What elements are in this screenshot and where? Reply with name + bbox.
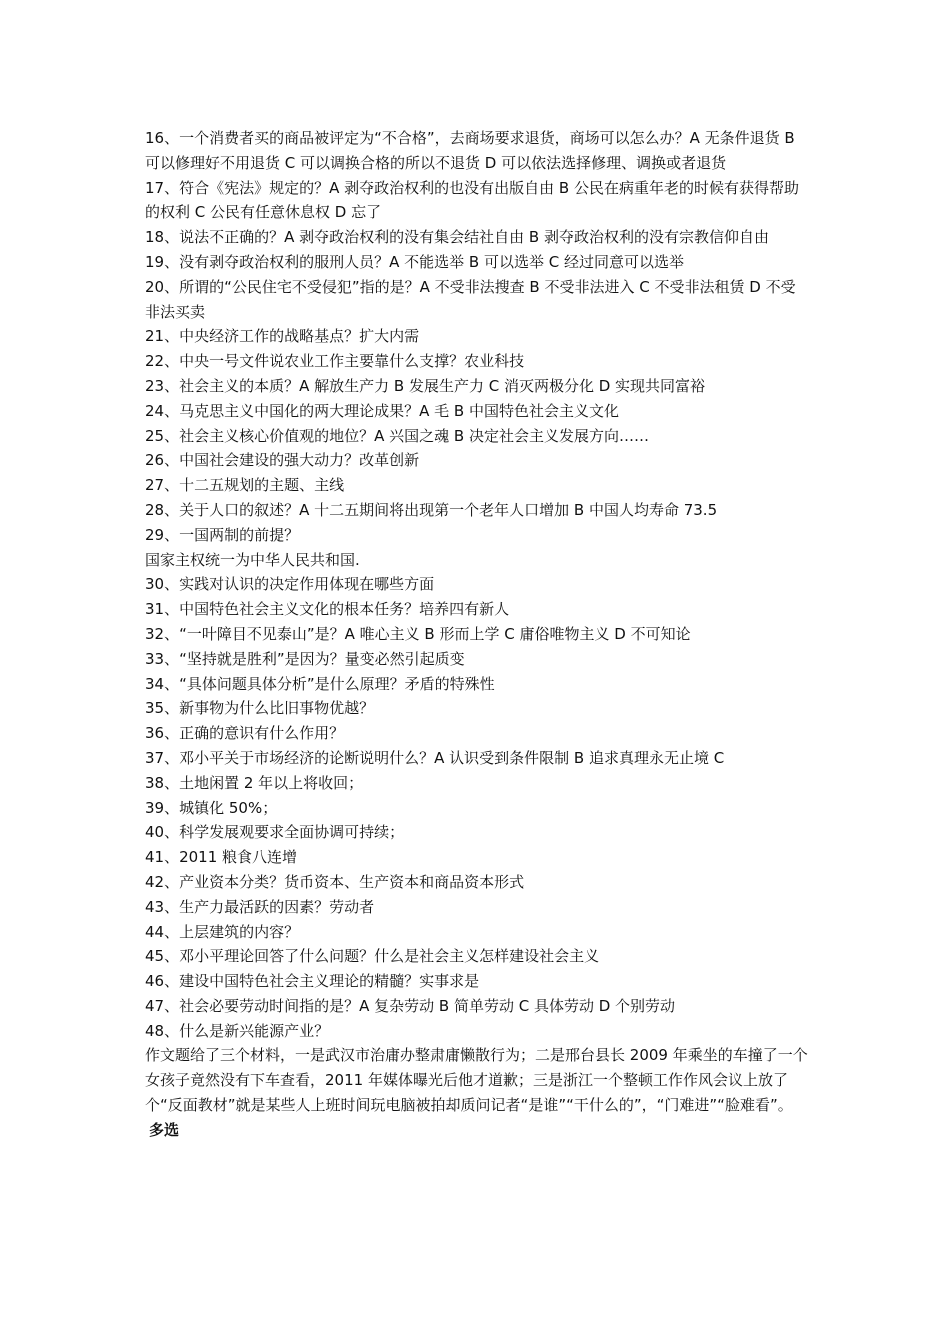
question-31: 31、中国特色社会主义文化的根本任务？培养四有新人 [145, 600, 510, 619]
question-19: 19、没有剥夺政治权利的服刑人员？A 不能选举 B 可以选举 C 经过同意可以选举 [145, 252, 684, 271]
question-43: 43、生产力最活跃的因素？劳动者 [145, 897, 375, 916]
question-34: 34、“具体问题具体分析”是什么原理？矛盾的特殊性 [145, 674, 495, 693]
question-22: 22、中央一号文件说农业工作主要靠什么支撑？农业科技 [145, 352, 525, 371]
question-list [145, 126, 810, 1118]
question-45: 45、邓小平理论回答了什么问题？什么是社会主义怎样建设社会主义 [145, 947, 600, 966]
question-47: 47、社会必要劳动时间指的是？A 复杂劳动 B 简单劳动 C 具体劳动 D 个别劳动 [145, 996, 676, 1015]
question-21: 21、中央经济工作的战略基点？扩大内需 [145, 327, 420, 346]
question-33: 33、“坚持就是胜利”是因为？量变必然引起质变 [145, 649, 465, 668]
question-23: 23、社会主义的本质？A 解放生产力 B 发展生产力 C 消灭两极分化 D 实现共同富裕 [145, 376, 706, 395]
question-18: 18、说法不正确的？A 剥夺政治权利的没有集会结社自由 B 剥夺政治权利的没有宗教信仰自由 [145, 228, 769, 247]
question-46: 46、建设中国特色社会主义理论的精髓？实事求是 [145, 972, 480, 991]
question-27: 27、十二五规划的主题、主线 [145, 476, 345, 495]
question-26: 26、中国社会建设的强大动力？改革创新 [145, 451, 420, 470]
question-44: 44、上层建筑的内容？ [145, 922, 300, 941]
question-37: 37、邓小平关于市场经济的论断说明什么？A 认识受到条件限制 B 追求真理永无止境 C [145, 748, 725, 767]
question-25: 25、社会主义核心价值观的地位？A 兴国之魂 B 决定社会主义发展方向…… [145, 426, 649, 445]
answer-29: 国家主权统一为中华人民共和国. [145, 550, 360, 569]
question-30: 30、实践对认识的决定作用体现在哪些方面 [145, 575, 435, 594]
question-20: 20、所谓的“公民住宅不受侵犯”指的是？A 不受非法搜查 B 不受非法进入 C 不受非法租赁 D 不受非法买卖 [145, 277, 796, 321]
question-41: 41、2011 粮食八连增 [145, 848, 298, 867]
question-28: 28、关于人口的叙述？A 十二五期间将出现第一个老年人口增加 B 中国人均寿命 73.5 [145, 500, 718, 519]
question-16: 16、一个消费者买的商品被评定为“不合格”，去商场要求退货，商场可以怎么办？A 无条件退货 B 可以修理好不用退货 C 可以调换合格的所以不退货 D 可以依法选择修理、调换或者退货 [145, 129, 795, 172]
question-24: 24、马克思主义中国化的两大理论成果？A 毛 B 中国特色社会主义文化 [145, 401, 619, 420]
question-40: 40、科学发展观要求全面协调可持续； [145, 823, 405, 842]
question-42: 42、产业资本分类？货币资本、生产资本和商品资本形式 [145, 872, 525, 891]
question-32: 32、“一叶障目不见泰山”是？A 唯心主义 B 形而上学 C 庸俗唯物主义 D 不可知论 [145, 624, 691, 643]
question-39: 39、城镇化 50%； [145, 798, 278, 817]
question-17: 17、符合《宪法》规定的？A 剥夺政治权利的也没有出版自由 B 公民在病重年老的时候有获得帮助的权利 C 公民有任意休息权 D 忘了 [145, 178, 799, 222]
question-35: 35、新事物为什么比旧事物优越？ [145, 699, 375, 718]
question-29: 29、一国两制的前提？ [145, 525, 300, 544]
question-36: 36、正确的意识有什么作用？ [145, 724, 345, 743]
section-heading-multiple-choice: 多选 [149, 1120, 180, 1139]
essay-paragraph: 作文题给了三个材料，一是武汉市治庸办整肃庸懒散行为；二是邢台县长 2009 年乘坐的车撞了一个女孩子竟然没有下车查看，2011 年媒体曝光后他才道歉；三是浙江一个整顿工作作风会议上放了个“反面教材”就是某些人上班时间玩电脑被拍却质问记者“是谁”“干什么的”，“门难进”“脸难看”。 [145, 1046, 808, 1115]
question-38: 38、土地闲置 2 年以上将收回； [145, 773, 364, 792]
question-48: 48、什么是新兴能源产业？ [145, 1021, 330, 1040]
